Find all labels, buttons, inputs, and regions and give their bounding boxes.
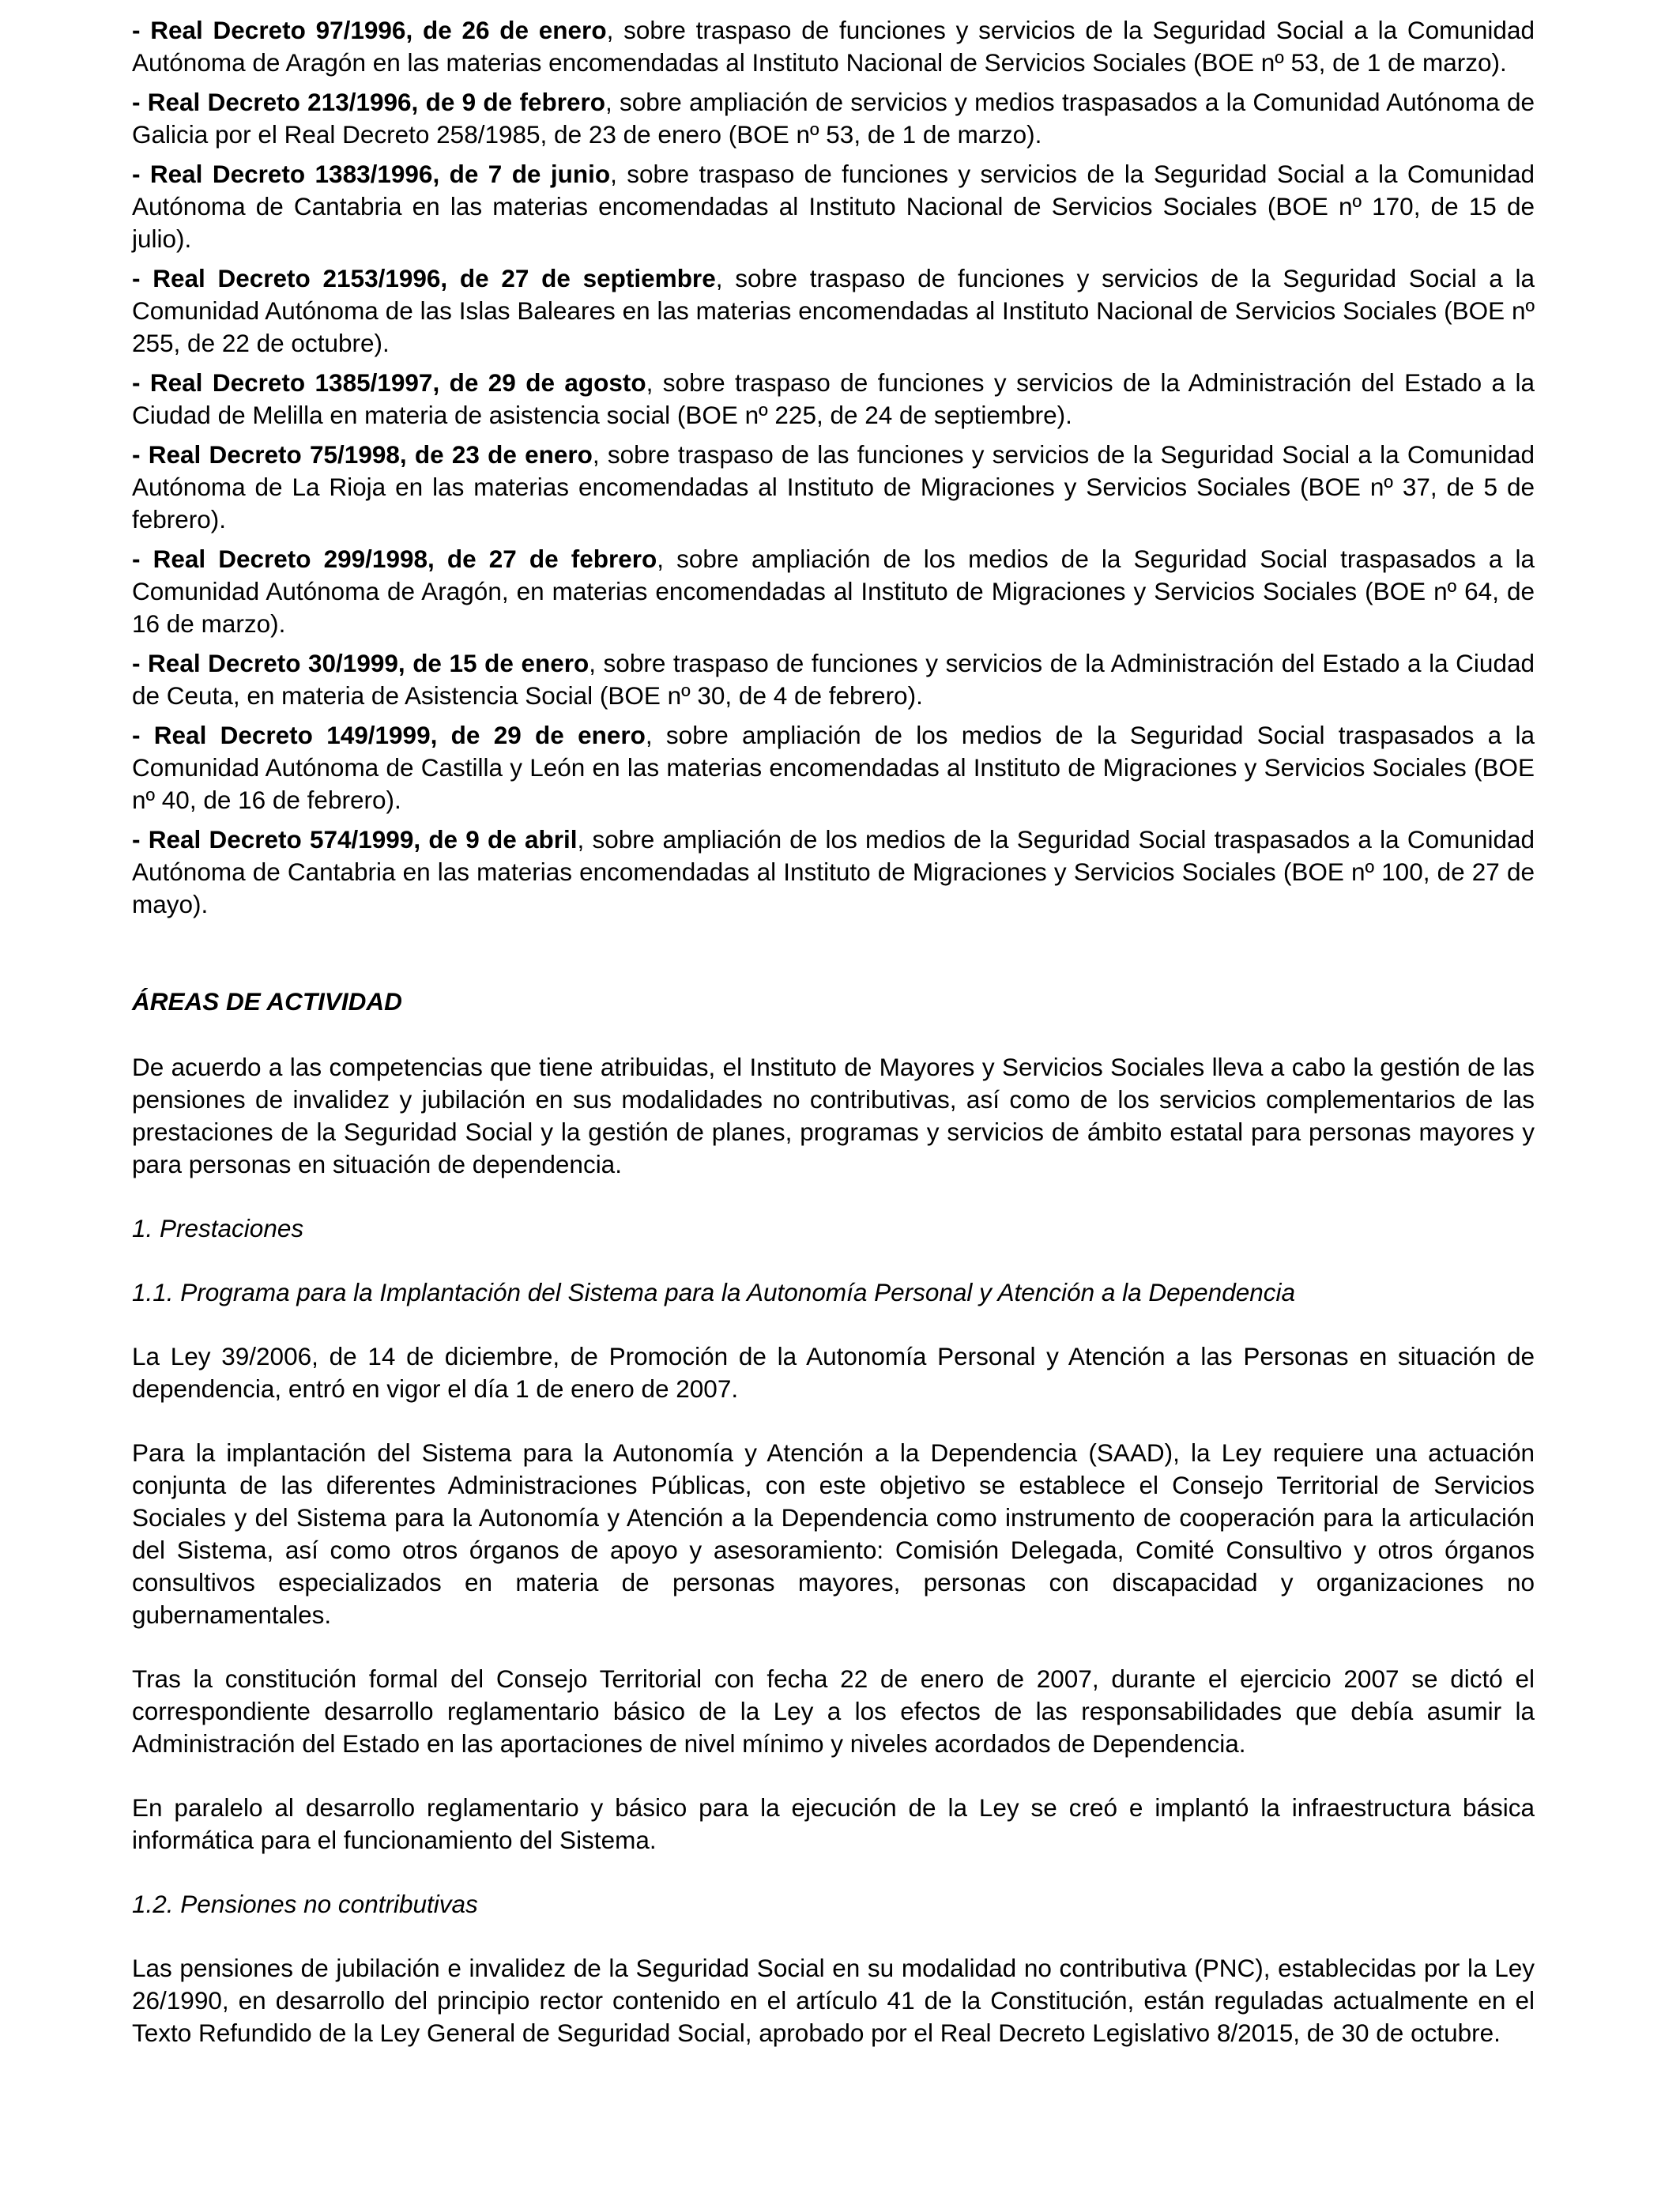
decree-text: , sobre traspaso de funciones y servicios de la Seguridad Social a la Comunidad Autónoma de Aragón en las materias encomendadas al Instituto Nacional de Servicios Sociales (BOE nº 53, de 1 de marzo). [132, 16, 1535, 77]
decree-title: - Real Decreto 299/1998, de 27 de febrero [132, 545, 657, 573]
decree-title: - Real Decreto 30/1999, de 15 de enero [132, 649, 590, 677]
decree-item [132, 367, 1535, 432]
areas-intro-paragraph: De acuerdo a las competencias que tiene atribuidas, el Instituto de Mayores y Servicios Sociales lleva a cabo la gestión de las pensiones de invalidez y jubilación en sus modalidades no contributivas, así como de los servicios complementarios de las prestaciones de la Seguridad Social y la gestión de planes, programas y servicios de ámbito estatal para personas mayores y para personas en situación de dependencia. [132, 1053, 1535, 1178]
decree-item [132, 439, 1535, 536]
heading-programa-dependencia: 1.1. Programa para la Implantación del Sistema para la Autonomía Personal y Atención a la Dependencia [132, 1278, 1296, 1306]
decree-text: , sobre traspaso de las funciones y servicios de la Seguridad Social a la Comunidad Autónoma de La Rioja en las materias encomendadas al Instituto de Migraciones y Servicios Sociales (BOE nº 37, de 5 de febrero). [132, 440, 1535, 533]
decree-title: - Real Decreto 213/1996, de 9 de febrero [132, 88, 605, 116]
decree-text: , sobre ampliación de servicios y medios traspasados a la Comunidad Autónoma de Galicia por el Real Decreto 258/1985, de 23 de enero (BOE nº 53, de 1 de marzo). [132, 88, 1535, 149]
heading-prestaciones: 1. Prestaciones [132, 1214, 304, 1242]
decree-title: - Real Decreto 75/1998, de 23 de enero [132, 440, 593, 469]
decree-item [132, 824, 1535, 921]
decree-item [132, 86, 1535, 151]
decree-item [132, 647, 1535, 712]
consejo-territorial-paragraph: Tras la constitución formal del Consejo Territorial con fecha 22 de enero de 2007, durante el ejercicio 2007 se dictó el correspondiente desarrollo reglamentario básico de la Ley a los efectos de las responsabilidades que debía asumir la Administración del Estado en las aportaciones de nivel mínimo y niveles acordados de Dependencia. [132, 1664, 1535, 1758]
section-title-areas: ÁREAS DE ACTIVIDAD [132, 987, 402, 1016]
decree-text: , sobre traspaso de funciones y servicios de la Seguridad Social a la Comunidad Autónoma de las Islas Baleares en las materias encomendadas al Instituto Nacional de Servicios Sociales (BOE nº 255, de 22 de octubre). [132, 264, 1535, 357]
decree-item [132, 14, 1535, 79]
decree-title: - Real Decreto 97/1996, de 26 de enero [132, 16, 607, 44]
decree-title: - Real Decreto 1385/1997, de 29 de agosto [132, 368, 646, 397]
heading-pensiones-no-contributivas: 1.2. Pensiones no contributivas [132, 1890, 478, 1918]
decree-text: , sobre ampliación de los medios de la Seguridad Social traspasados a la Comunidad Autónoma de Castilla y León en las materias encomendadas al Instituto de Migraciones y Servicios Sociales (BOE nº 40, de 16 de febrero). [132, 721, 1535, 814]
decree-text: , sobre ampliación de los medios de la Seguridad Social traspasados a la Comunidad Autónoma de Cantabria en las materias encomendadas al Instituto de Migraciones y Servicios Sociales (BOE nº 100, de 27 de mayo). [132, 825, 1535, 918]
decree-text: , sobre traspaso de funciones y servicios de la Administración del Estado a la Ciudad de Ceuta, en materia de Asistencia Social (BOE nº 30, de 4 de febrero). [132, 649, 1535, 710]
decree-title: - Real Decreto 149/1999, de 29 de enero [132, 721, 646, 749]
pnc-paragraph: Las pensiones de jubilación e invalidez de la Seguridad Social en su modalidad no contributiva (PNC), establecidas por la Ley 26/1990, en desarrollo del principio rector contenido en el artículo 41 de la Constitución, están reguladas actualmente en el Texto Refundido de la Ley General de Seguridad Social, aprobado por el Real Decreto Legislativo 8/2015, de 30 de octubre. [132, 1954, 1535, 2047]
decree-title: - Real Decreto 574/1999, de 9 de abril [132, 825, 578, 854]
decree-item [132, 719, 1535, 816]
decree-title: - Real Decreto 1383/1996, de 7 de junio [132, 160, 611, 188]
infraestructura-paragraph: En paralelo al desarrollo reglamentario y básico para la ejecución de la Ley se creó e implantó la infraestructura básica informática para el funcionamiento del Sistema. [132, 1793, 1535, 1854]
ley-39-2006-paragraph: La Ley 39/2006, de 14 de diciembre, de Promoción de la Autonomía Personal y Atención a las Personas en situación de dependencia, entró en vigor el día 1 de enero de 2007. [132, 1342, 1535, 1403]
decree-text: , sobre traspaso de funciones y servicios de la Seguridad Social a la Comunidad Autónoma de Cantabria en las materias encomendadas al Instituto Nacional de Servicios Sociales (BOE nº 170, de 15 de julio). [132, 160, 1535, 253]
saad-paragraph: Para la implantación del Sistema para la Autonomía y Atención a la Dependencia (SAAD), la Ley requiere una actuación conjunta de las diferentes Administraciones Públicas, con este objetivo se establece el Consejo Territorial de Servicios Sociales y del Sistema para la Autonomía y Atención a la Dependencia como instrumento de cooperación para la articulación del Sistema, así como otros órganos de apoyo y asesoramiento: Comisión Delegada, Comité Consultivo y otros órganos consultivos especializados en materia de personas mayores, personas con discapacidad y organizaciones no gubernamentales. [132, 1438, 1535, 1629]
decree-title: - Real Decreto 2153/1996, de 27 de septiembre [132, 264, 716, 292]
decree-item [132, 543, 1535, 640]
decree-item [132, 158, 1535, 255]
decree-item [132, 262, 1535, 360]
document-page [132, 14, 1535, 2081]
decree-text: , sobre traspaso de funciones y servicios de la Administración del Estado a la Ciudad de Melilla en materia de asistencia social (BOE nº 225, de 24 de septiembre). [132, 368, 1535, 429]
decree-text: , sobre ampliación de los medios de la Seguridad Social traspasados a la Comunidad Autónoma de Aragón, en materias encomendadas al Instituto de Migraciones y Servicios Sociales (BOE nº 64, de 16 de marzo). [132, 545, 1535, 638]
